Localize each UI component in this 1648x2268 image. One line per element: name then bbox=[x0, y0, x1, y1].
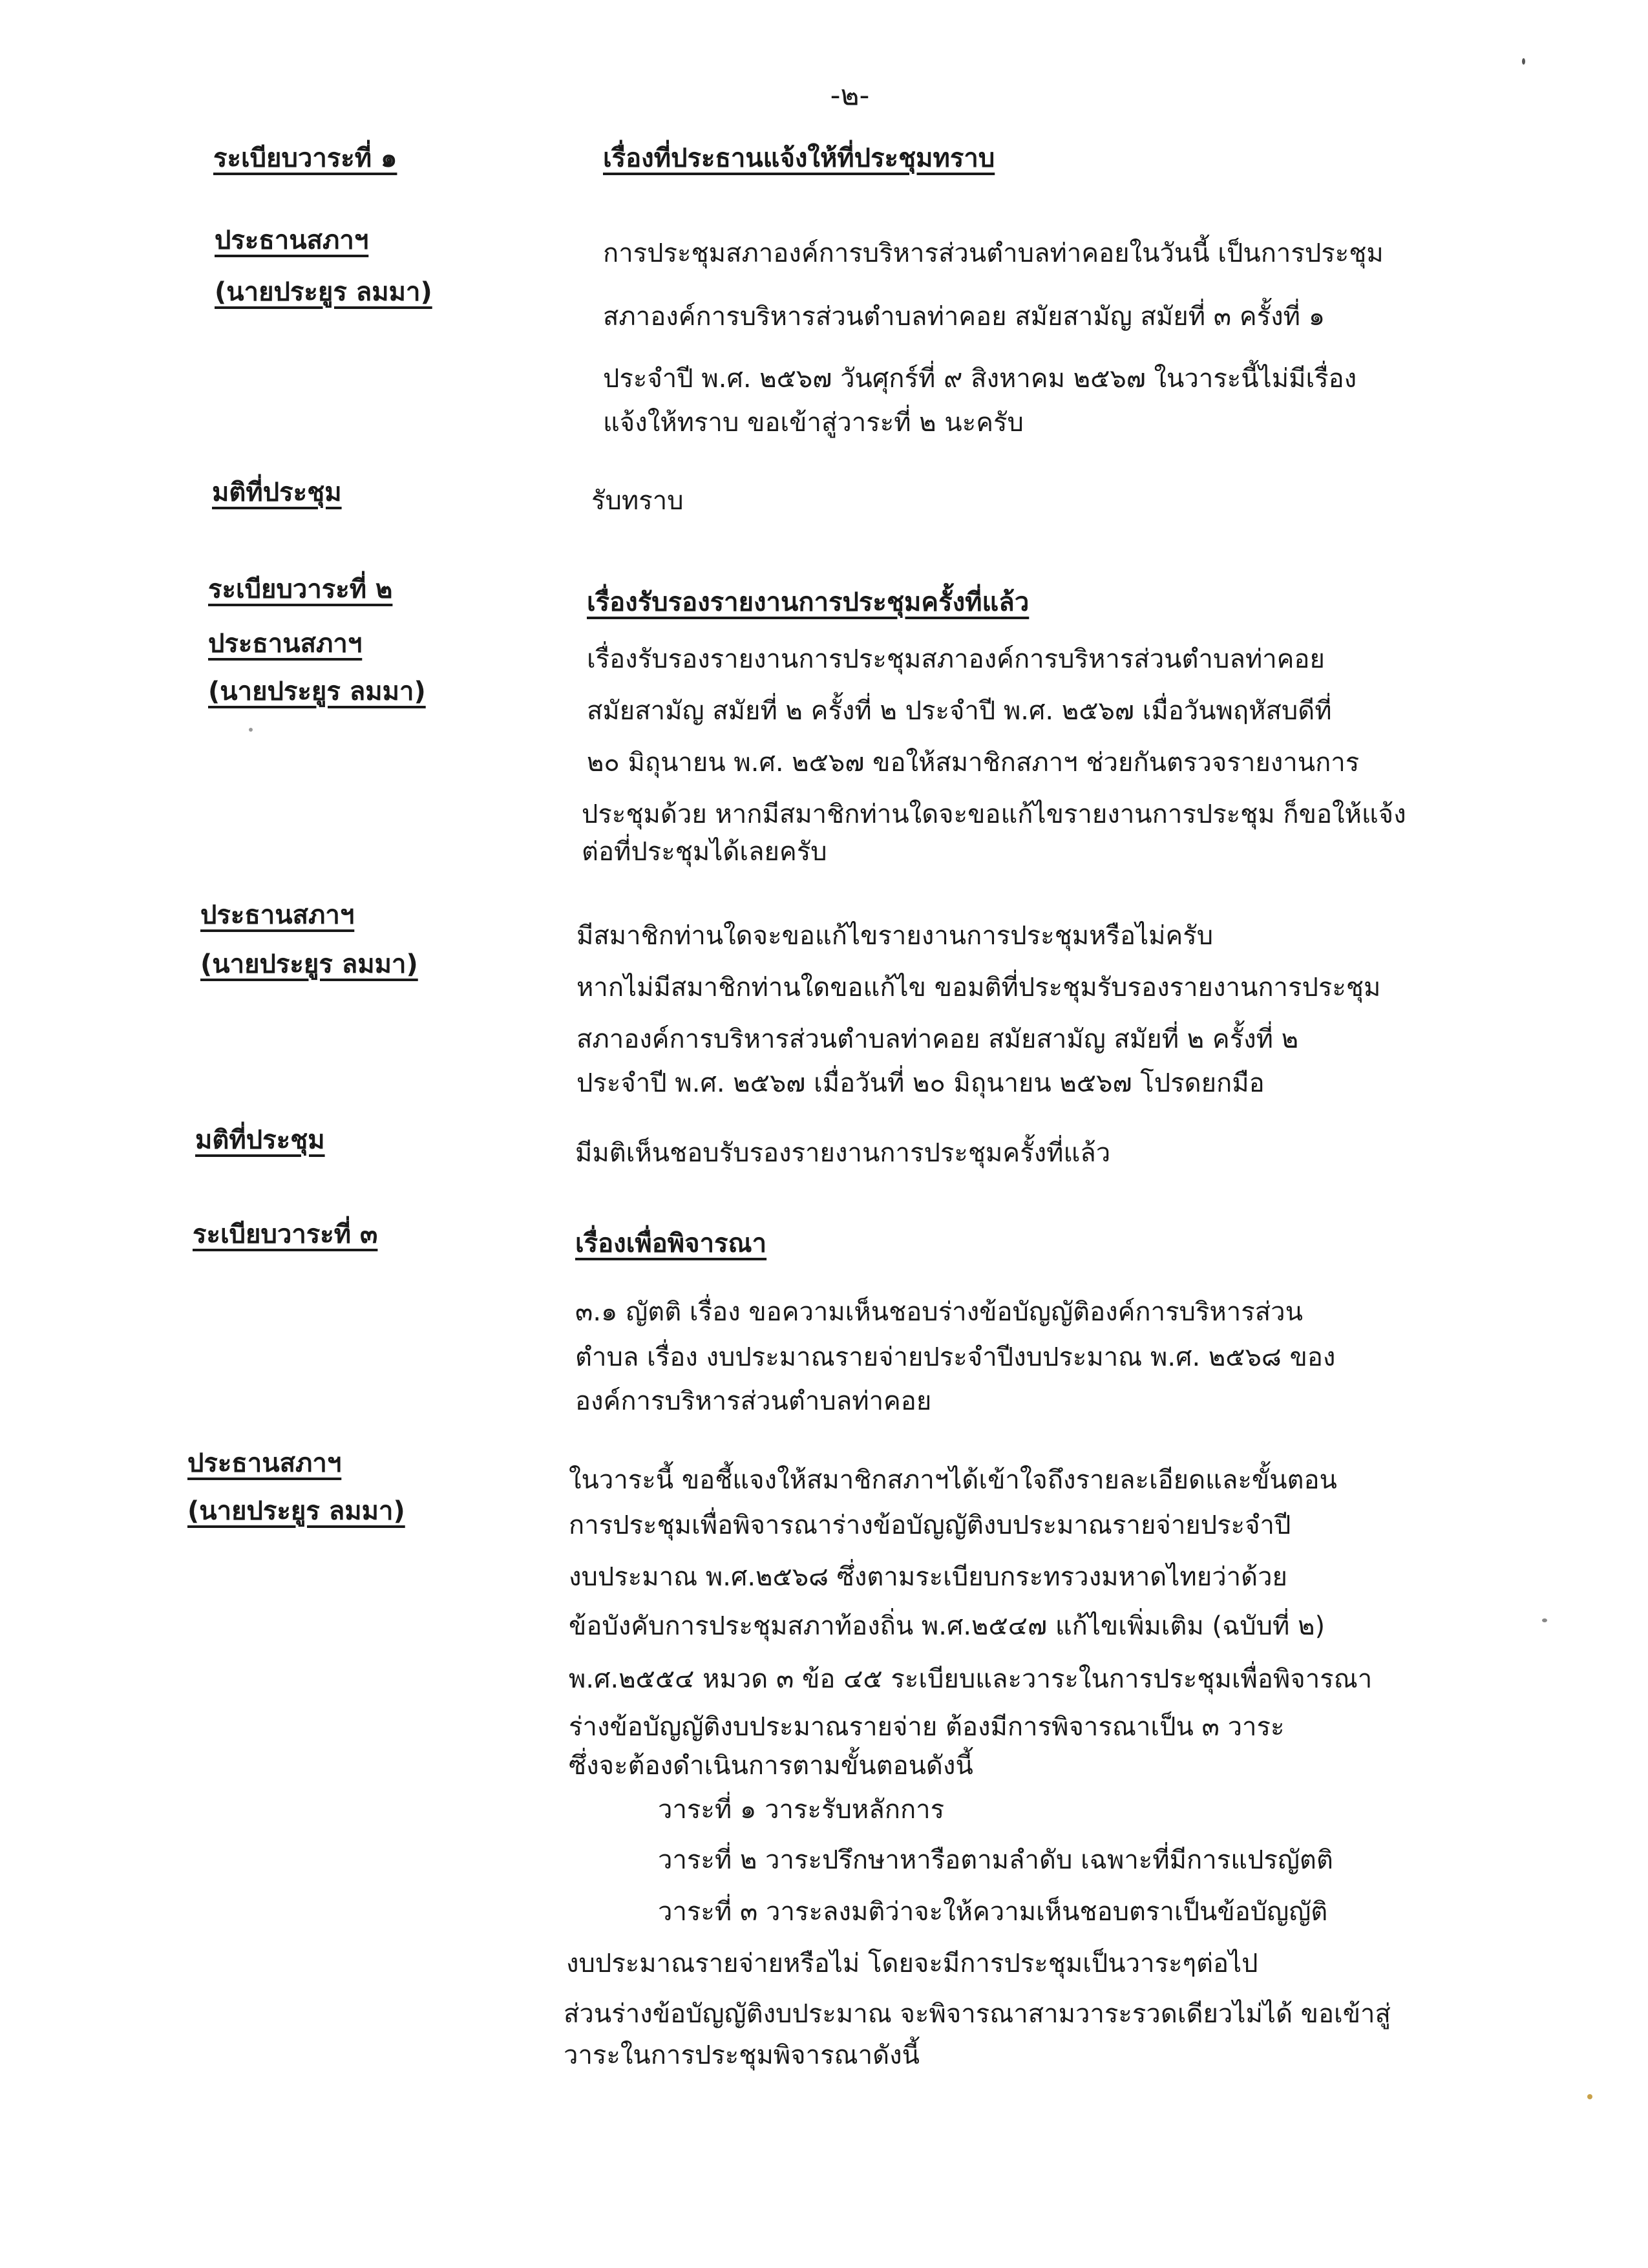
agenda3-stage2: วาระที่ ๒ วาระปรึกษาหารือตามลำดับ เฉพาะที่มีการแปรญัตติ bbox=[658, 1845, 1333, 1875]
scan-speck bbox=[1587, 2094, 1592, 2099]
agenda2-speaker2-name: (นายประยูร ลมมา) bbox=[200, 949, 418, 979]
agenda3-text-line: พ.ศ.๒๕๕๔ หมวด ๓ ข้อ ๔๕ ระเบียบและวาระในการประชุมเพื่อพิจารณา bbox=[569, 1664, 1373, 1694]
scan-speck bbox=[1522, 58, 1525, 65]
agenda3-text-line: ในวาระนี้ ขอชี้แจงให้สมาชิกสภาฯได้เข้าใจถึงรายละเอียดและขั้นตอน bbox=[569, 1465, 1337, 1495]
agenda1-speaker-name: (นายประยูร ลมมา) bbox=[215, 277, 432, 307]
agenda2-text-line: เรื่องรับรองรายงานการประชุมสภาองค์การบริหารส่วนตำบลท่าคอย bbox=[587, 644, 1325, 674]
agenda1-text-line: การประชุมสภาองค์การบริหารส่วนตำบลท่าคอยในวันนี้ เป็นการประชุม bbox=[603, 238, 1384, 268]
agenda3-stage3: วาระที่ ๓ วาระลงมติว่าจะให้ความเห็นชอบตราเป็นข้อบัญญัติ bbox=[658, 1897, 1328, 1927]
agenda2-label: ระเบียบวาระที่ ๒ bbox=[208, 575, 393, 604]
agenda2-speaker-name: (นายประยูร ลมมา) bbox=[208, 677, 426, 706]
agenda3-item-line: องค์การบริหารส่วนตำบลท่าคอย bbox=[575, 1386, 932, 1416]
agenda3-label: ระเบียบวาระที่ ๓ bbox=[193, 1220, 378, 1249]
agenda2-resolution-label: มติที่ประชุม bbox=[195, 1125, 325, 1155]
agenda1-text-line: ประจำปี พ.ศ. ๒๕๖๗ วันศุกร์ที่ ๙ สิงหาคม ๒๕๖๗ ในวาระนี้ไม่มีเรื่อง bbox=[603, 364, 1357, 394]
agenda3-speaker-name: (นายประยูร ลมมา) bbox=[187, 1496, 405, 1526]
agenda2-text2-line: ประจำปี พ.ศ. ๒๕๖๗ เมื่อวันที่ ๒๐ มิถุนายน ๒๕๖๗ โปรดยกมือ bbox=[576, 1068, 1265, 1098]
agenda2-text2-line: สภาองค์การบริหารส่วนตำบลท่าคอย สมัยสามัญ สมัยที่ ๒ ครั้งที่ ๒ bbox=[576, 1024, 1299, 1054]
agenda2-resolution: มีมติเห็นชอบรับรองรายงานการประชุมครั้งที่แล้ว bbox=[575, 1138, 1111, 1168]
agenda3-item-line: ๓.๑ ญัตติ เรื่อง ขอความเห็นชอบร่างข้อบัญญัติองค์การบริหารส่วน bbox=[575, 1297, 1303, 1327]
agenda1-text-line: สภาองค์การบริหารส่วนตำบลท่าคอย สมัยสามัญ สมัยที่ ๓ ครั้งที่ ๑ bbox=[603, 302, 1326, 332]
agenda3-speaker-role: ประธานสภาฯ bbox=[187, 1448, 342, 1478]
agenda3-text-line: ร่างข้อบัญญัติงบประมาณรายจ่าย ต้องมีการพิจารณาเป็น ๓ วาระ bbox=[569, 1712, 1285, 1742]
scan-speck bbox=[1542, 1618, 1547, 1622]
agenda3-text-line: ซึ่งจะต้องดำเนินการตามขั้นตอนดังนี้ bbox=[569, 1751, 973, 1781]
agenda1-text-line: แจ้งให้ทราบ ขอเข้าสู่วาระที่ ๒ นะครับ bbox=[603, 408, 1024, 438]
agenda2-text-line: สมัยสามัญ สมัยที่ ๒ ครั้งที่ ๒ ประจำปี พ.ศ. ๒๕๖๗ เมื่อวันพฤหัสบดีที่ bbox=[587, 696, 1332, 726]
agenda3-stage1: วาระที่ ๑ วาระรับหลักการ bbox=[658, 1795, 945, 1825]
agenda1-title: เรื่องที่ประธานแจ้งให้ที่ประชุมทราบ bbox=[603, 143, 995, 173]
scan-speck bbox=[249, 728, 253, 732]
page-number: -๒- bbox=[830, 79, 870, 112]
agenda3-text-line: งบประมาณ พ.ศ.๒๕๖๘ ซึ่งตามระเบียบกระทรวงมหาดไทยว่าด้วย bbox=[569, 1562, 1287, 1592]
agenda3-closing-line: วาระในการประชุมพิจารณาดังนี้ bbox=[564, 2040, 920, 2070]
agenda2-text-line: ๒๐ มิถุนายน พ.ศ. ๒๕๖๗ ขอให้สมาชิกสภาฯ ช่วยกันตรวจรายงานการ bbox=[587, 748, 1360, 778]
agenda2-speaker-role: ประธานสภาฯ bbox=[208, 629, 363, 659]
agenda2-text2-line: มีสมาชิกท่านใดจะขอแก้ไขรายงานการประชุมหรือไม่ครับ bbox=[576, 921, 1214, 951]
agenda1-resolution: รับทราบ bbox=[591, 486, 684, 516]
agenda3-text-line: การประชุมเพื่อพิจารณาร่างข้อบัญญัติงบประมาณรายจ่ายประจำปี bbox=[569, 1510, 1291, 1540]
agenda3-item-line: ตำบล เรื่อง งบประมาณรายจ่ายประจำปีงบประมาณ พ.ศ. ๒๕๖๘ ของ bbox=[575, 1342, 1336, 1372]
agenda2-speaker2-role: ประธานสภาฯ bbox=[200, 900, 355, 930]
agenda3-title: เรื่องเพื่อพิจารณา bbox=[575, 1229, 767, 1258]
agenda1-speaker-role: ประธานสภาฯ bbox=[215, 226, 369, 255]
agenda2-text-line: ต่อที่ประชุมได้เลยครับ bbox=[582, 837, 827, 867]
agenda2-text2-line: หากไม่มีสมาชิกท่านใดขอแก้ไข ขอมติที่ประชุมรับรองรายงานการประชุม bbox=[576, 973, 1381, 1002]
agenda3-closing-line: งบประมาณรายจ่ายหรือไม่ โดยจะมีการประชุมเป็นวาระๆต่อไป bbox=[566, 1949, 1258, 1978]
agenda3-text-line: ข้อบังคับการประชุมสภาท้องถิ่น พ.ศ.๒๕๔๗ แก้ไขเพิ่มเติม (ฉบับที่ ๒) bbox=[569, 1611, 1326, 1641]
agenda1-label: ระเบียบวาระที่ ๑ bbox=[213, 143, 397, 173]
agenda1-resolution-label: มติที่ประชุม bbox=[212, 478, 342, 507]
agenda2-text-line: ประชุมด้วย หากมีสมาชิกท่านใดจะขอแก้ไขรายงานการประชุม ก็ขอให้แจ้ง bbox=[582, 800, 1406, 829]
agenda2-title: เรื่องรับรองรายงานการประชุมครั้งที่แล้ว bbox=[587, 588, 1030, 617]
agenda3-closing-line: ส่วนร่างข้อบัญญัติงบประมาณ จะพิจารณาสามวาระรวดเดียวไม่ได้ ขอเข้าสู่ bbox=[564, 1999, 1391, 2029]
